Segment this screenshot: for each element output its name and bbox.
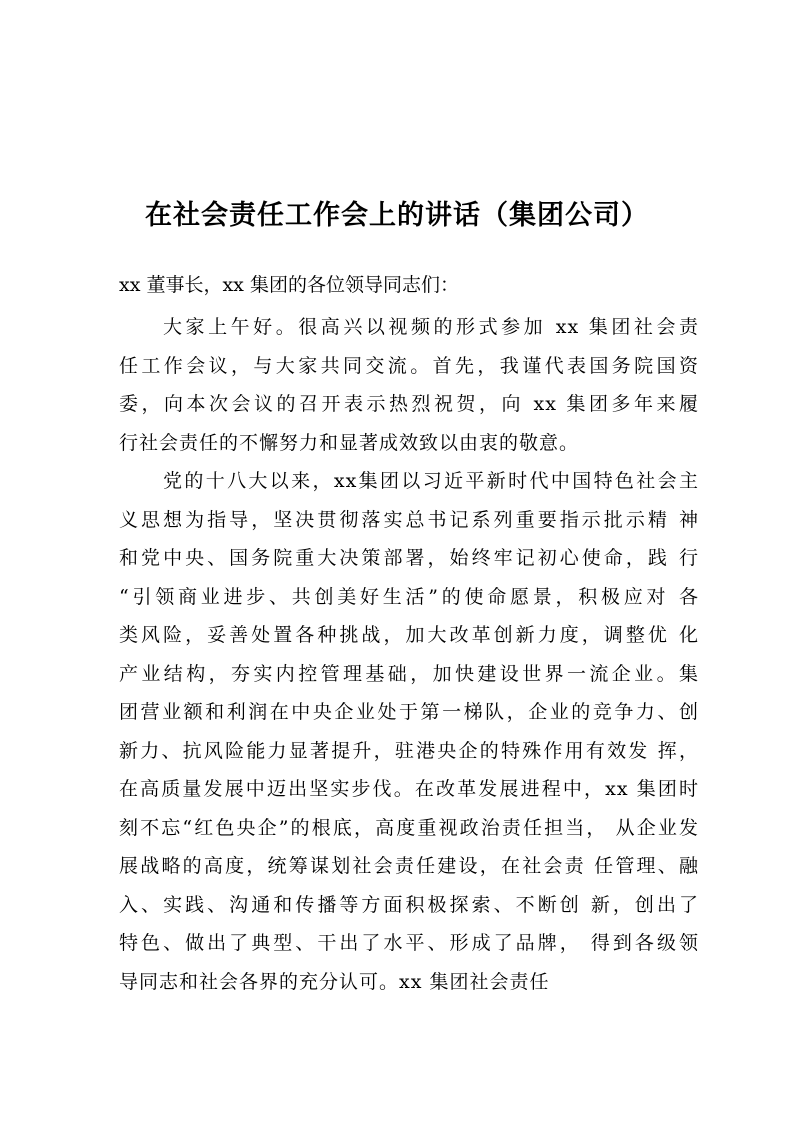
document-title: 在社会责任工作会上的讲话（集团公司） <box>145 200 649 231</box>
text-line: 团营业额和利润在中央企业处于第一梯队，企业的竞争力、创 <box>119 701 699 723</box>
text-line: 导同志和社会各界的充分认可。xx 集团社会责任 <box>119 970 550 993</box>
text-line: 类风险，妥善处置各种挑战，加大改革创新力度，调整优 化 <box>119 624 699 646</box>
paragraph-1 <box>119 308 699 462</box>
text-line: 刻不忘“红色央企”的根底，高度重视政治责任担当， 从企业发 <box>119 816 699 839</box>
text-line: 任工作会议，与大家共同交流。首先，我谨代表国务院国资 <box>119 354 699 377</box>
paragraph-2 <box>119 462 699 1001</box>
text-line: 产业结构，夯实内控管理基础，加快建设世界一流企业。集 <box>119 662 699 685</box>
text-line: 特色、做出了典型、干出了水平、形成了品牌， 得到各级领 <box>119 932 699 954</box>
text-line: 展战略的高度，统筹谋划社会责任建设，在社会责 任管理、融 <box>119 855 699 877</box>
text-line: 入、实践、沟通和传播等方面积极探索、不断创 新，创出了 <box>119 893 699 916</box>
salutation: xx 董事长，xx 集团的各位领导同志们： <box>119 274 459 296</box>
document-body <box>119 308 699 1001</box>
text-line: 新力、抗风险能力显著提升，驻港央企的特殊作用有效发 挥， <box>119 739 699 762</box>
text-line: 委，向本次会议的召开表示热烈祝贺，向 xx 集团多年来履 <box>119 393 699 415</box>
text-line: 大家上午好。很高兴以视频的形式参加 xx 集团社会责 <box>163 316 699 338</box>
text-line: 义思想为指导，坚决贯彻落实总书记系列重要指示批示精 神 <box>119 508 699 531</box>
text-line: 在高质量发展中迈出坚实步伐。在改革发展进程中，xx 集团时 <box>119 778 699 800</box>
text-line: 和党中央、国务院重大决策部署，始终牢记初心使命，践 行 <box>119 547 699 569</box>
text-line: 党的十八大以来，xx集团以习近平新时代中国特色社会主 <box>163 470 699 492</box>
text-line: 行社会责任的不懈努力和显著成效致以由衷的敬意。 <box>119 431 580 454</box>
text-line: “引领商业进步、共创美好生活”的使命愿景，积极应对 各 <box>119 585 699 608</box>
